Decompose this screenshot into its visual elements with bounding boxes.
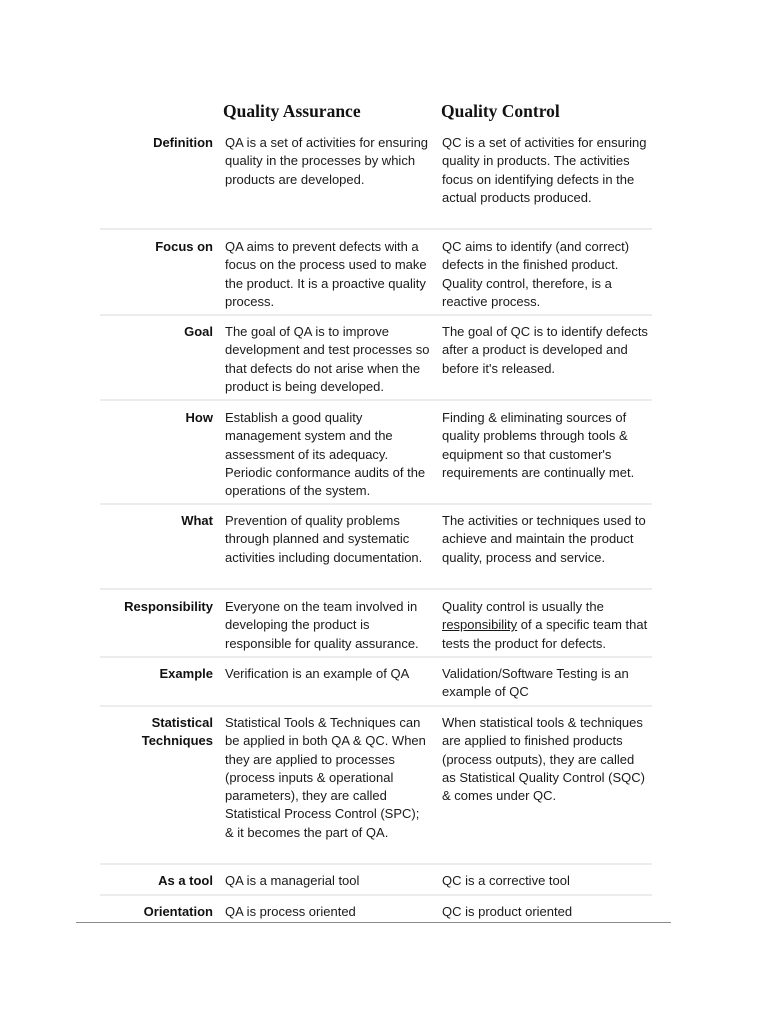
column-header-quality-control: Quality Control <box>441 101 560 121</box>
table-row-responsibility <box>100 598 652 658</box>
row-label: Definition <box>153 135 213 150</box>
qc-cell-text: Quality control is usually the <box>442 599 604 614</box>
qc-cell-text: of a specific team that tests the product for defects. <box>442 617 648 651</box>
qa-cell: QA is a set of activities for ensuring quality in the processes by which products are developed. <box>225 135 429 187</box>
qa-cell: Verification is an example of QA <box>225 666 410 681</box>
table-row-what <box>100 512 652 590</box>
row-label: What <box>181 513 213 528</box>
row-label: Focus on <box>155 239 213 254</box>
qc-cell: Validation/Software Testing is an example of QC <box>442 666 629 700</box>
qa-cell: The goal of QA is to improve development and test processes so that defects do not arise when the product is being developed. <box>225 324 430 394</box>
row-label-line: Statistical <box>151 715 213 730</box>
table-row-statistical-techniques <box>100 714 652 865</box>
qa-cell: QA aims to prevent defects with a focus on the process used to make the product. It is a proactive quality process. <box>225 239 427 309</box>
table-row-definition <box>100 134 652 230</box>
qc-cell: QC is a set of activities for ensuring quality in products. The activities focus on identifying defects in the actual products produced. <box>442 135 647 205</box>
table-row-example <box>100 665 652 707</box>
table-row-orientation <box>100 903 652 922</box>
qa-cell: QA is a managerial tool <box>225 873 360 888</box>
qc-cell: When statistical tools & techniques are applied to finished products (process outputs), they are called as Statistical Quality Control (SQC) & comes under QC. <box>442 715 646 804</box>
table-row-how <box>100 409 652 505</box>
row-label: How <box>185 410 213 425</box>
qa-cell: Everyone on the team involved in developing the product is responsible for quality assurance. <box>225 599 419 651</box>
qc-cell: The activities or techniques used to achieve and maintain the product quality, process and service. <box>442 513 646 565</box>
responsibility-link[interactable]: responsibility <box>442 617 518 633</box>
column-header-quality-assurance: Quality Assurance <box>223 101 361 121</box>
table-row-focus-on <box>100 238 652 316</box>
qa-cell: Prevention of quality problems through planned and systematic activities including documentation. <box>225 513 423 565</box>
qa-cell: QA is process oriented <box>225 904 356 919</box>
qc-cell <box>442 598 648 653</box>
table-bottom-rule <box>76 922 671 923</box>
row-label: As a tool <box>158 873 213 888</box>
table-row-goal <box>100 323 652 401</box>
row-label: Example <box>159 666 213 681</box>
table-row-as-a-tool <box>100 872 652 896</box>
row-label <box>100 714 213 751</box>
qa-cell: Establish a good quality management system and the assessment of its adequacy. Periodic conformance audits of the operations of the system. <box>225 410 426 499</box>
row-label: Responsibility <box>124 599 213 614</box>
row-label-line: Techniques <box>141 733 213 749</box>
row-label: Goal <box>184 324 213 339</box>
qc-cell: QC is a corrective tool <box>442 873 570 888</box>
row-label: Orientation <box>143 904 213 919</box>
qc-cell: QC aims to identify (and correct) defects in the finished product. Quality control, therefore, is a reactive process. <box>442 239 630 309</box>
qc-cell: The goal of QC is to identify defects after a product is developed and before it's released. <box>442 324 648 376</box>
qa-cell: Statistical Tools & Techniques can be applied in both QA & QC. When they are applied to processes (process inputs & operational parameters), they are called Statistical Process Control (SPC); & it becomes the part of QA. <box>225 715 426 840</box>
qc-cell: Finding & eliminating sources of quality problems through tools & equipment so that customer's requirements are continually met. <box>442 410 635 480</box>
qc-cell: QC is product oriented <box>442 904 573 919</box>
